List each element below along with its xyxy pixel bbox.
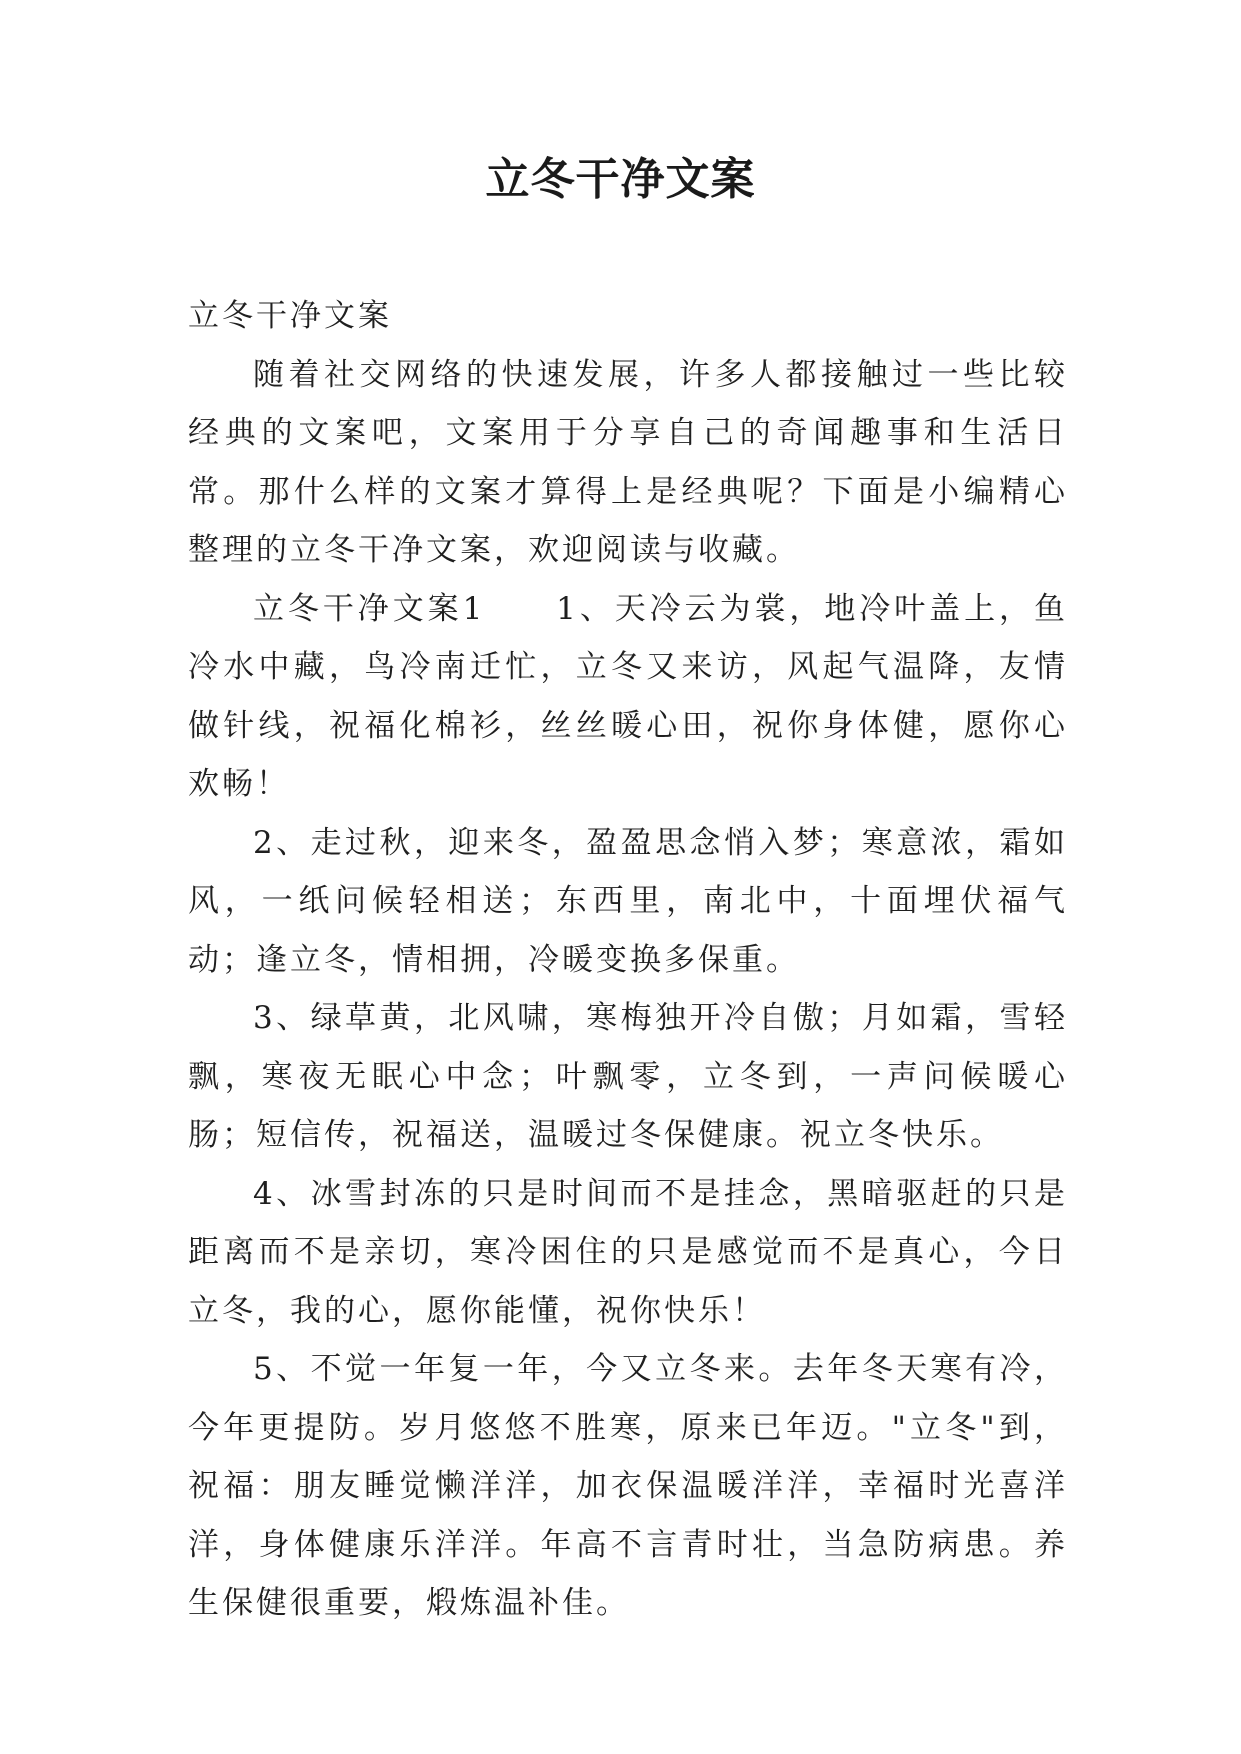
paragraph-item-1: 立冬干净文案1 1、天冷云为裳，地冷叶盖上，鱼冷水中藏，鸟冷南迁忙，立冬又来访，风起气温降，友情做针线，祝福化棉衫，丝丝暖心田，祝你身体健，愿你心欢畅！ xyxy=(188,590,1068,802)
paragraph-item-2: 2、走过秋，迎来冬，盈盈思念悄入梦；寒意浓，霜如风，一纸问候轻相送；东西里，南北中，十面埋伏福气动；逢立冬，情相拥，冷暖变换多保重。 xyxy=(188,824,1068,978)
paragraph-subtitle: 立冬干净文案 xyxy=(188,298,392,334)
document-body xyxy=(188,287,1068,1633)
paragraph-item-5: 5、不觉一年复一年，今又立冬来。去年冬天寒有冷，今年更提防。岁月悠悠不胜寒，原来已年迈。"立冬"到，祝福：朋友睡觉懒洋洋，加衣保温暖洋洋，幸福时光喜洋洋，身体健康乐洋洋。年高不言青时壮，当急防病患。养生保健很重要，煅炼温补佳。 xyxy=(188,1351,1068,1621)
paragraph-item-3: 3、绿草黄，北风啸，寒梅独开冷自傲；月如霜，雪轻飘，寒夜无眠心中念；叶飘零，立冬到，一声问候暖心肠；短信传，祝福送，温暖过冬保健康。祝立冬快乐。 xyxy=(188,1000,1068,1153)
paragraph-intro: 随着社交网络的快速发展，许多人都接触过一些比较经典的文案吧，文案用于分享自己的奇闻趣事和生活日常。那什么样的文案才算得上是经典呢？下面是小编精心整理的立冬干净文案，欢迎阅读与收藏。 xyxy=(188,356,1068,568)
paragraph-item-4: 4、冰雪封冻的只是时间而不是挂念，黑暗驱赶的只是距离而不是亲切，寒冷困住的只是感觉而不是真心，今日立冬，我的心，愿你能懂，祝你快乐！ xyxy=(188,1175,1068,1329)
document-title: 立冬干净文案 xyxy=(485,154,756,205)
